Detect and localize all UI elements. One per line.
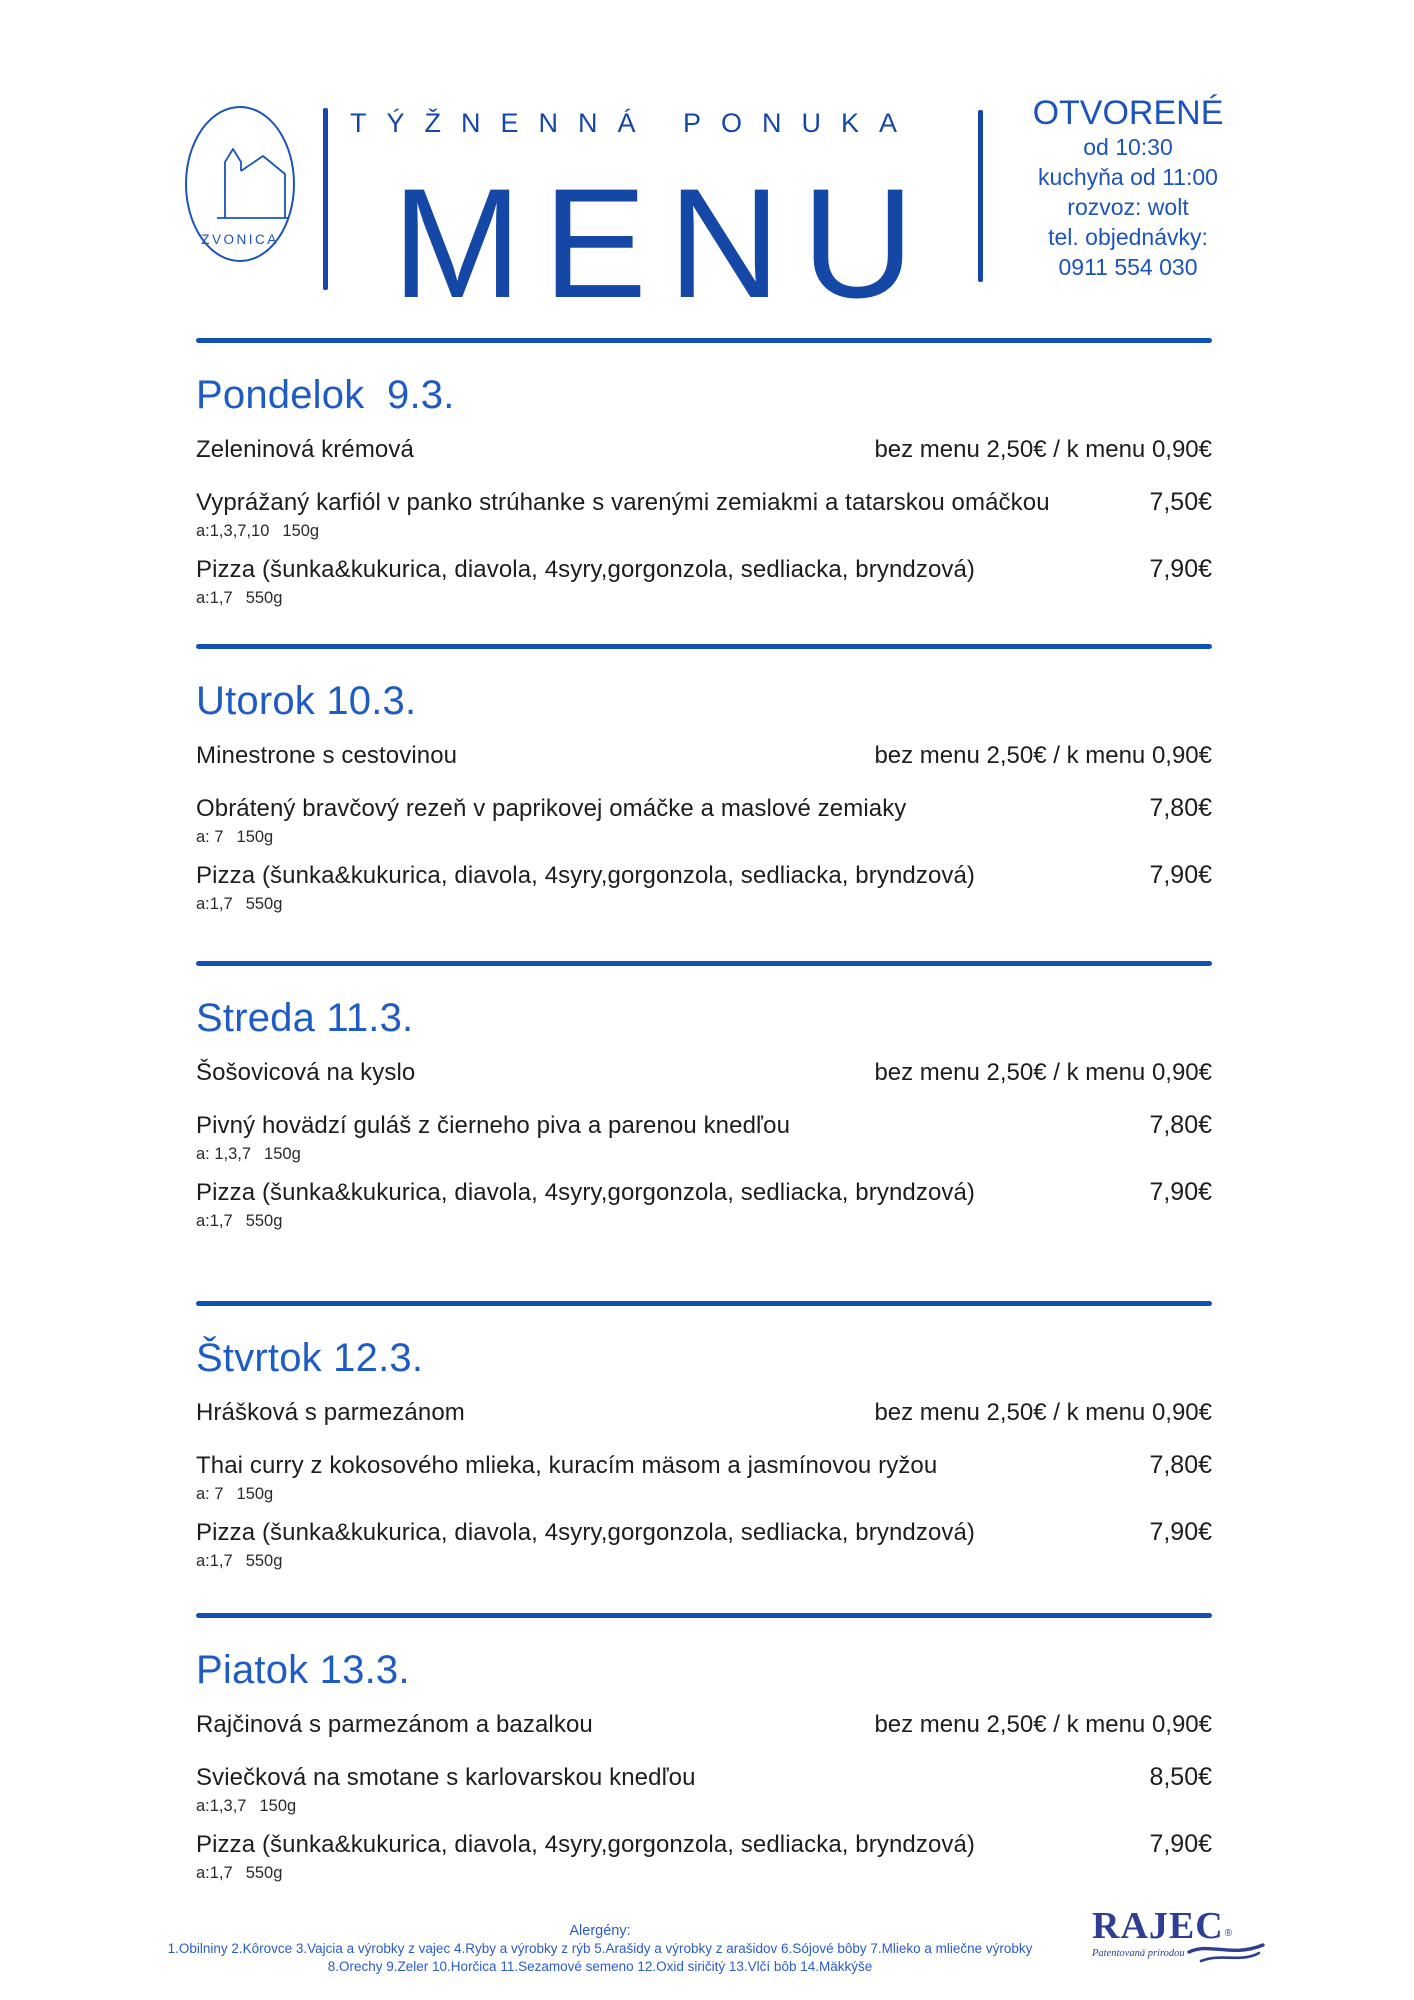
dish-allergens: a:1,3,7 <box>196 1797 247 1815</box>
section-divider <box>196 338 1212 343</box>
menu-title: MENU <box>392 157 936 331</box>
dish-price: 7,80€ <box>1149 1111 1212 1139</box>
dish-allergens: a: 7 <box>196 828 224 846</box>
dish-weight: 150g <box>282 522 320 540</box>
zvonica-logo-icon <box>183 104 297 264</box>
allergens-legend <box>95 1922 1105 1976</box>
soup-name: Zeleninová krémová <box>196 436 414 463</box>
dish-row <box>196 488 1212 541</box>
soup-name: Hrášková s parmezánom <box>196 1399 465 1426</box>
dish-weight: 550g <box>245 1864 283 1882</box>
phone-number: 0911 554 030 <box>1058 254 1198 280</box>
dish-allergens: a:1,7 <box>196 1864 233 1882</box>
menu-price-note: bez menu 2,50€ / k menu 0,90€ <box>874 1711 1212 1738</box>
dish-row <box>196 1763 1212 1816</box>
dish-price: 7,90€ <box>1149 1178 1212 1206</box>
menu-day-section-streda <box>196 961 1212 1301</box>
delivery-line: rozvoz: wolt <box>1067 194 1189 220</box>
menu-day-section-stvrtok <box>196 1301 1212 1613</box>
dish-name: Sviečková na smotane s karlovarskou knedľou <box>196 1764 696 1791</box>
dish-price: 7,90€ <box>1149 555 1212 583</box>
dish-weight: 150g <box>259 1797 297 1815</box>
soup-name: Minestrone s cestovinou <box>196 742 458 769</box>
dish-allergens: a: 7 <box>196 1485 224 1503</box>
menu-price-note: bez menu 2,50€ / k menu 0,90€ <box>874 742 1212 769</box>
dish-weight: 150g <box>264 1145 301 1163</box>
dish-price: 7,90€ <box>1149 1518 1212 1546</box>
menu-day-section-pondelok <box>196 338 1212 644</box>
header-divider-left <box>323 108 328 290</box>
soup-row <box>196 1398 1212 1427</box>
soup-name: Šošovicová na kyslo <box>196 1059 416 1086</box>
header-divider-right <box>978 110 983 282</box>
menu-header <box>0 0 1414 338</box>
dish-row <box>196 1518 1212 1571</box>
dish-name: Obrátený bravčový rezeň v paprikovej omáčke a maslové zemiaky <box>196 795 907 822</box>
dish-weight: 150g <box>236 1485 274 1503</box>
dish-price: 8,50€ <box>1149 1763 1212 1791</box>
soup-row <box>196 741 1212 770</box>
day-heading: Streda 11.3. <box>196 996 414 1040</box>
dish-weight: 150g <box>236 828 274 846</box>
rajec-logo <box>1092 1906 1242 1966</box>
dish-row <box>196 1111 1212 1164</box>
open-hours-line: od 10:30 <box>1083 134 1173 160</box>
allergens-heading: Alergény: <box>569 1923 631 1939</box>
dish-weight: 550g <box>245 1212 283 1230</box>
dish-name: Pizza (šunka&kukurica, diavola, 4syry,gorgonzola, sedliacka, bryndzová) <box>196 1179 976 1206</box>
dish-name: Vyprážaný karfiól v panko strúhanke s varenými zemiakmi a tatarskou omáčkou <box>196 489 1050 516</box>
soup-name: Rajčinová s parmezánom a bazalkou <box>196 1711 593 1738</box>
dish-weight: 550g <box>245 589 283 607</box>
menu-subtitle: TÝŽNENNÁ PONUKA <box>350 108 918 138</box>
dish-price: 7,90€ <box>1149 861 1212 889</box>
dish-price: 7,90€ <box>1149 1830 1212 1858</box>
dish-price: 7,80€ <box>1149 794 1212 822</box>
day-heading: Piatok 13.3. <box>196 1648 410 1692</box>
registered-trademark-icon: ® <box>1224 1928 1233 1939</box>
dish-row <box>196 794 1212 847</box>
dish-allergens: a:1,3,7,10 <box>196 522 270 540</box>
dish-row <box>196 1178 1212 1231</box>
dish-name: Thai curry z kokosového mlieka, kuracím mäsom a jasmínovou ryžou <box>196 1452 938 1479</box>
logo-wordmark: ZVONICA <box>201 232 279 247</box>
rajec-wordmark: RAJEC <box>1092 1905 1224 1947</box>
phone-label-line: tel. objednávky: <box>1048 224 1208 250</box>
open-heading: OTVORENÉ <box>1032 94 1224 132</box>
dish-row <box>196 1830 1212 1883</box>
dish-row <box>196 1451 1212 1504</box>
soup-row <box>196 435 1212 464</box>
dish-name: Pizza (šunka&kukurica, diavola, 4syry,gorgonzola, sedliacka, bryndzová) <box>196 1519 976 1546</box>
title-block <box>350 108 936 331</box>
soup-row <box>196 1710 1212 1739</box>
menu-price-note: bez menu 2,50€ / k menu 0,90€ <box>874 436 1212 463</box>
dish-name: Pizza (šunka&kukurica, diavola, 4syry,gorgonzola, sedliacka, bryndzová) <box>196 556 976 583</box>
dish-price: 7,50€ <box>1149 488 1212 516</box>
dish-row <box>196 861 1212 914</box>
dish-allergens: a:1,7 <box>196 589 233 607</box>
section-divider <box>196 644 1212 649</box>
weekly-menu <box>0 338 1414 1919</box>
dish-weight: 550g <box>245 895 283 913</box>
dish-allergens: a: 1,3,7 <box>196 1145 252 1163</box>
dish-allergens: a:1,7 <box>196 895 233 913</box>
rajec-wave-icon <box>1187 1942 1265 1966</box>
menu-price-note: bez menu 2,50€ / k menu 0,90€ <box>874 1059 1212 1086</box>
dish-allergens: a:1,7 <box>196 1552 233 1570</box>
section-divider <box>196 1301 1212 1306</box>
opening-hours-block <box>998 94 1258 282</box>
dish-name: Pivný hovädzí guláš z čierneho piva a parenou knedľou <box>196 1112 791 1139</box>
day-heading: Utorok 10.3. <box>196 679 417 723</box>
allergens-line-2: 8.Orechy 9.Zeler 10.Horčica 11.Sezamové semeno 12.Oxid siričitý 13.Vlčí bôb 14.Mäkkýše <box>327 1959 873 1974</box>
dish-price: 7,80€ <box>1149 1451 1212 1479</box>
dish-row <box>196 555 1212 608</box>
dish-weight: 550g <box>245 1552 283 1570</box>
menu-day-section-piatok <box>196 1613 1212 1919</box>
rajec-tagline: Patentovaná prírodou <box>1092 1948 1185 1959</box>
kitchen-hours-line: kuchyňa od 11:00 <box>1038 164 1218 190</box>
section-divider <box>196 1613 1212 1618</box>
dish-name: Pizza (šunka&kukurica, diavola, 4syry,gorgonzola, sedliacka, bryndzová) <box>196 862 976 889</box>
dish-name: Pizza (šunka&kukurica, diavola, 4syry,gorgonzola, sedliacka, bryndzová) <box>196 1831 976 1858</box>
day-heading: Pondelok 9.3. <box>196 373 455 417</box>
day-heading: Štvrtok 12.3. <box>196 1336 424 1380</box>
dish-allergens: a:1,7 <box>196 1212 233 1230</box>
zvonica-logo <box>183 104 297 264</box>
soup-row <box>196 1058 1212 1087</box>
menu-price-note: bez menu 2,50€ / k menu 0,90€ <box>874 1399 1212 1426</box>
menu-day-section-utorok <box>196 644 1212 961</box>
allergens-line-1: 1.Obilniny 2.Kôrovce 3.Vajcia a výrobky z vajec 4.Ryby a výrobky z rýb 5.Arašidy a výrobky z arašidov 6.Sójové bôby 7.Mlieko a mliečne výrobky <box>167 1941 1033 1956</box>
section-divider <box>196 961 1212 966</box>
